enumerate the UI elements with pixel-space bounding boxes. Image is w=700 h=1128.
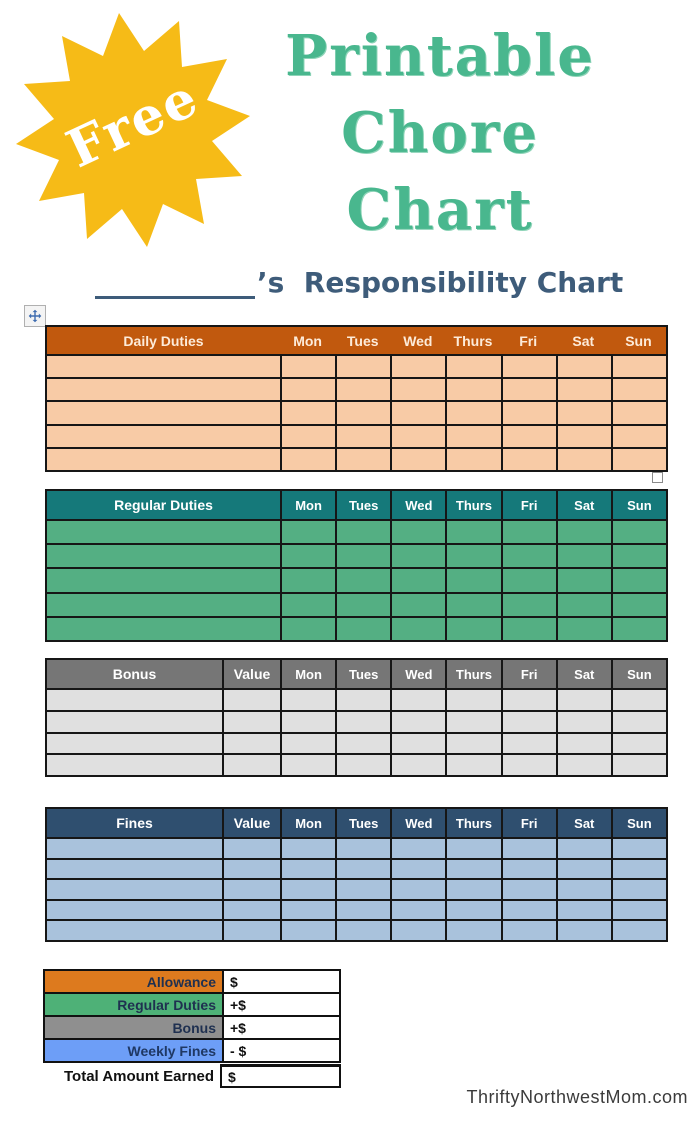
day-cell <box>611 690 666 710</box>
day-cell <box>445 712 500 732</box>
day-cell <box>556 860 611 879</box>
day-cell <box>390 521 445 543</box>
day-header-thurs: Thurs <box>445 660 500 688</box>
table-resize-handle[interactable] <box>652 472 663 483</box>
weekly-fines-value: - $ <box>222 1040 339 1061</box>
day-cell <box>556 901 611 920</box>
day-cell <box>390 569 445 591</box>
day-header-thurs: Thurs <box>453 332 493 349</box>
day-cell <box>611 839 666 858</box>
day-cell <box>501 755 556 775</box>
day-cell <box>390 901 445 920</box>
day-header-sun: Sun <box>611 660 666 688</box>
summary-colored-block <box>43 969 341 1063</box>
day-header-sat: Sat <box>556 491 611 519</box>
day-header-sun: Sun <box>611 809 666 837</box>
regular-duties-header-label: Regular Duties <box>114 497 213 513</box>
day-cell <box>280 569 335 591</box>
day-cell <box>611 860 666 879</box>
chore-name-cell <box>47 755 222 775</box>
regular-duties-table <box>45 489 668 642</box>
day-cell <box>611 569 666 591</box>
day-cell <box>556 880 611 899</box>
day-cell <box>335 880 390 899</box>
day-cell <box>445 449 500 470</box>
weekly-fines-label: Weekly Fines <box>45 1040 222 1061</box>
day-cell <box>280 755 335 775</box>
day-cell <box>556 712 611 732</box>
day-cell <box>445 690 500 710</box>
value-cell <box>222 921 280 940</box>
value-cell <box>222 755 280 775</box>
day-cell <box>501 402 556 423</box>
day-cell <box>335 521 390 543</box>
day-header-mon: Mon <box>280 660 335 688</box>
free-badge <box>8 5 258 255</box>
day-header-wed: Wed <box>390 809 445 837</box>
chore-name-cell <box>47 734 222 754</box>
day-cell <box>390 379 445 400</box>
day-cell <box>501 880 556 899</box>
bonus-value: +$ <box>222 1017 339 1038</box>
site-watermark: ThriftyNorthwestMom.com <box>466 1087 688 1107</box>
day-cell <box>335 402 390 423</box>
page-title <box>245 18 635 249</box>
bonus-label: Bonus <box>45 1017 222 1038</box>
day-header-mon: Mon <box>280 491 335 519</box>
table-row <box>47 878 666 899</box>
title-line-1: Printable <box>285 23 595 89</box>
day-cell <box>390 618 445 640</box>
day-cell <box>390 860 445 879</box>
chore-name-cell <box>47 379 280 400</box>
day-cell <box>445 921 500 940</box>
day-cell <box>335 569 390 591</box>
day-cell <box>556 356 611 377</box>
day-cell <box>556 426 611 447</box>
summary-row-total <box>43 1064 341 1088</box>
daily-duties-header-row <box>47 327 666 354</box>
bonus-header-label: Bonus <box>112 666 157 682</box>
chore-name-cell <box>47 839 222 858</box>
day-cell <box>280 545 335 567</box>
day-cell <box>445 618 500 640</box>
day-cell <box>611 755 666 775</box>
table-row <box>47 919 666 940</box>
total-amount-earned-value: $ <box>220 1064 341 1088</box>
table-move-handle[interactable] <box>24 305 46 327</box>
day-cell <box>390 594 445 616</box>
day-cell <box>501 545 556 567</box>
day-cell <box>501 712 556 732</box>
day-cell <box>501 521 556 543</box>
day-header-fri: Fri <box>501 491 556 519</box>
day-cell <box>501 839 556 858</box>
day-header-wed: Wed <box>403 332 433 349</box>
day-cell <box>445 860 500 879</box>
day-cell <box>501 860 556 879</box>
day-cell <box>280 860 335 879</box>
table-row <box>47 447 666 470</box>
chore-name-cell <box>47 594 280 616</box>
allowance-value: $ <box>222 971 339 992</box>
table-row <box>47 732 666 754</box>
day-cell <box>335 356 390 377</box>
day-cell <box>611 545 666 567</box>
day-cell <box>280 594 335 616</box>
day-cell <box>501 356 556 377</box>
day-cell <box>501 449 556 470</box>
day-cell <box>445 402 500 423</box>
day-cell <box>390 755 445 775</box>
chore-name-cell <box>47 449 280 470</box>
day-cell <box>501 690 556 710</box>
value-header-label: Value <box>222 660 280 688</box>
day-header-sun: Sun <box>611 491 666 519</box>
table-row <box>47 710 666 732</box>
value-cell <box>222 880 280 899</box>
allowance-label: Allowance <box>45 971 222 992</box>
table-row <box>47 519 666 543</box>
regular-duties-label: Regular Duties <box>45 994 222 1015</box>
day-cell <box>556 690 611 710</box>
day-cell <box>556 449 611 470</box>
regular-duties-value: +$ <box>222 994 339 1015</box>
day-cell <box>501 569 556 591</box>
day-cell <box>445 545 500 567</box>
day-cell <box>501 921 556 940</box>
title-line-3: Chart <box>346 177 534 243</box>
day-cell <box>335 839 390 858</box>
day-cell <box>611 356 666 377</box>
day-cell <box>501 734 556 754</box>
day-cell <box>280 901 335 920</box>
day-cell <box>280 426 335 447</box>
day-header-mon: Mon <box>280 809 335 837</box>
chore-name-cell <box>47 690 222 710</box>
day-header-wed: Wed <box>390 491 445 519</box>
value-cell <box>222 690 280 710</box>
table-row <box>47 543 666 567</box>
name-blank-line <box>95 296 255 299</box>
day-cell <box>390 545 445 567</box>
day-header-tues: Tues <box>335 809 390 837</box>
chore-name-cell <box>47 356 280 377</box>
day-header-fri: Fri <box>501 809 556 837</box>
day-cell <box>611 426 666 447</box>
day-cell <box>335 618 390 640</box>
table-row <box>47 424 666 447</box>
day-cell <box>335 379 390 400</box>
day-cell <box>556 755 611 775</box>
day-cell <box>335 449 390 470</box>
day-cell <box>611 712 666 732</box>
day-header-sat: Sat <box>572 332 595 349</box>
chore-name-cell <box>47 712 222 732</box>
day-cell <box>335 594 390 616</box>
table-row <box>47 858 666 879</box>
day-cell <box>280 734 335 754</box>
summary-row-allowance <box>45 971 339 992</box>
day-cell <box>611 734 666 754</box>
day-cell <box>445 880 500 899</box>
day-cell <box>611 594 666 616</box>
day-cell <box>611 921 666 940</box>
value-cell <box>222 734 280 754</box>
day-header-tues: Tues <box>346 332 379 349</box>
day-cell <box>445 379 500 400</box>
day-cell <box>280 449 335 470</box>
day-cell <box>280 379 335 400</box>
day-cell <box>611 618 666 640</box>
day-cell <box>280 356 335 377</box>
day-cell <box>335 426 390 447</box>
day-cell <box>611 521 666 543</box>
table-row <box>47 377 666 400</box>
day-cell <box>501 901 556 920</box>
table-row <box>47 567 666 591</box>
table-row <box>47 899 666 920</box>
day-cell <box>280 921 335 940</box>
day-cell <box>390 734 445 754</box>
day-header-sat: Sat <box>556 809 611 837</box>
chore-name-cell <box>47 402 280 423</box>
day-header-thurs: Thurs <box>445 491 500 519</box>
day-header-tues: Tues <box>335 660 390 688</box>
day-cell <box>280 521 335 543</box>
summary-row-bonus <box>45 1015 339 1038</box>
day-cell <box>611 379 666 400</box>
bonus-table <box>45 658 668 777</box>
daily-duties-table <box>45 325 668 472</box>
day-cell <box>445 356 500 377</box>
day-cell <box>390 449 445 470</box>
chore-name-cell <box>47 901 222 920</box>
day-header-fri: Fri <box>501 660 556 688</box>
daily-duties-header-label: Daily Duties <box>123 332 204 349</box>
day-header-sat: Sat <box>556 660 611 688</box>
chart-heading: ’s Responsibility Chart <box>257 266 624 299</box>
day-cell <box>335 755 390 775</box>
value-header-label: Value <box>222 809 280 837</box>
day-cell <box>556 402 611 423</box>
day-cell <box>390 880 445 899</box>
value-cell <box>222 901 280 920</box>
day-cell <box>390 690 445 710</box>
regular-duties-header-row <box>47 491 666 519</box>
value-cell <box>222 860 280 879</box>
day-cell <box>390 402 445 423</box>
fines-header-label: Fines <box>116 815 153 831</box>
day-cell <box>501 594 556 616</box>
total-amount-earned-label: Total Amount Earned <box>64 1067 214 1085</box>
title-line-2: Chore <box>341 100 539 166</box>
chore-name-cell <box>47 880 222 899</box>
day-cell <box>280 690 335 710</box>
day-cell <box>556 839 611 858</box>
day-cell <box>556 734 611 754</box>
day-cell <box>390 426 445 447</box>
day-cell <box>501 379 556 400</box>
day-cell <box>445 901 500 920</box>
day-cell <box>556 594 611 616</box>
chore-name-cell <box>47 521 280 543</box>
chore-name-cell <box>47 921 222 940</box>
summary-row-regular-duties <box>45 992 339 1015</box>
day-cell <box>335 901 390 920</box>
day-header-thurs: Thurs <box>445 809 500 837</box>
day-header-fri: Fri <box>519 332 538 349</box>
day-cell <box>445 569 500 591</box>
day-cell <box>611 880 666 899</box>
bonus-header-row <box>47 660 666 688</box>
day-cell <box>445 426 500 447</box>
day-cell <box>556 618 611 640</box>
day-cell <box>390 921 445 940</box>
day-header-tues: Tues <box>335 491 390 519</box>
fines-header-row <box>47 809 666 837</box>
day-cell <box>280 839 335 858</box>
day-cell <box>445 594 500 616</box>
day-cell <box>611 901 666 920</box>
summary-table <box>43 969 341 1088</box>
table-row <box>47 592 666 616</box>
day-cell <box>556 379 611 400</box>
day-cell <box>335 860 390 879</box>
day-cell <box>280 880 335 899</box>
day-cell <box>335 545 390 567</box>
table-row <box>47 753 666 775</box>
day-cell <box>501 618 556 640</box>
table-row <box>47 354 666 377</box>
free-badge-label: Free <box>57 66 209 181</box>
day-cell <box>280 402 335 423</box>
day-cell <box>335 921 390 940</box>
table-row <box>47 616 666 640</box>
day-header-mon: Mon <box>293 332 322 349</box>
day-cell <box>556 921 611 940</box>
chore-name-cell <box>47 426 280 447</box>
day-cell <box>335 712 390 732</box>
fines-table <box>45 807 668 942</box>
value-cell <box>222 839 280 858</box>
day-cell <box>335 734 390 754</box>
table-row <box>47 688 666 710</box>
table-row <box>47 400 666 423</box>
day-cell <box>445 734 500 754</box>
day-cell <box>556 545 611 567</box>
day-cell <box>445 839 500 858</box>
day-cell <box>501 426 556 447</box>
day-cell <box>390 356 445 377</box>
chore-name-cell <box>47 569 280 591</box>
day-cell <box>390 712 445 732</box>
day-cell <box>390 839 445 858</box>
day-cell <box>611 449 666 470</box>
move-arrows-icon <box>28 309 42 323</box>
day-cell <box>556 569 611 591</box>
day-cell <box>335 690 390 710</box>
summary-row-weekly-fines <box>45 1038 339 1061</box>
day-header-sun: Sun <box>625 332 652 349</box>
day-cell <box>556 521 611 543</box>
day-cell <box>280 618 335 640</box>
chore-name-cell <box>47 618 280 640</box>
day-cell <box>445 755 500 775</box>
day-cell <box>445 521 500 543</box>
day-cell <box>611 402 666 423</box>
day-cell <box>280 712 335 732</box>
table-row <box>47 837 666 858</box>
chore-name-cell <box>47 860 222 879</box>
chore-name-cell <box>47 545 280 567</box>
day-header-wed: Wed <box>390 660 445 688</box>
value-cell <box>222 712 280 732</box>
